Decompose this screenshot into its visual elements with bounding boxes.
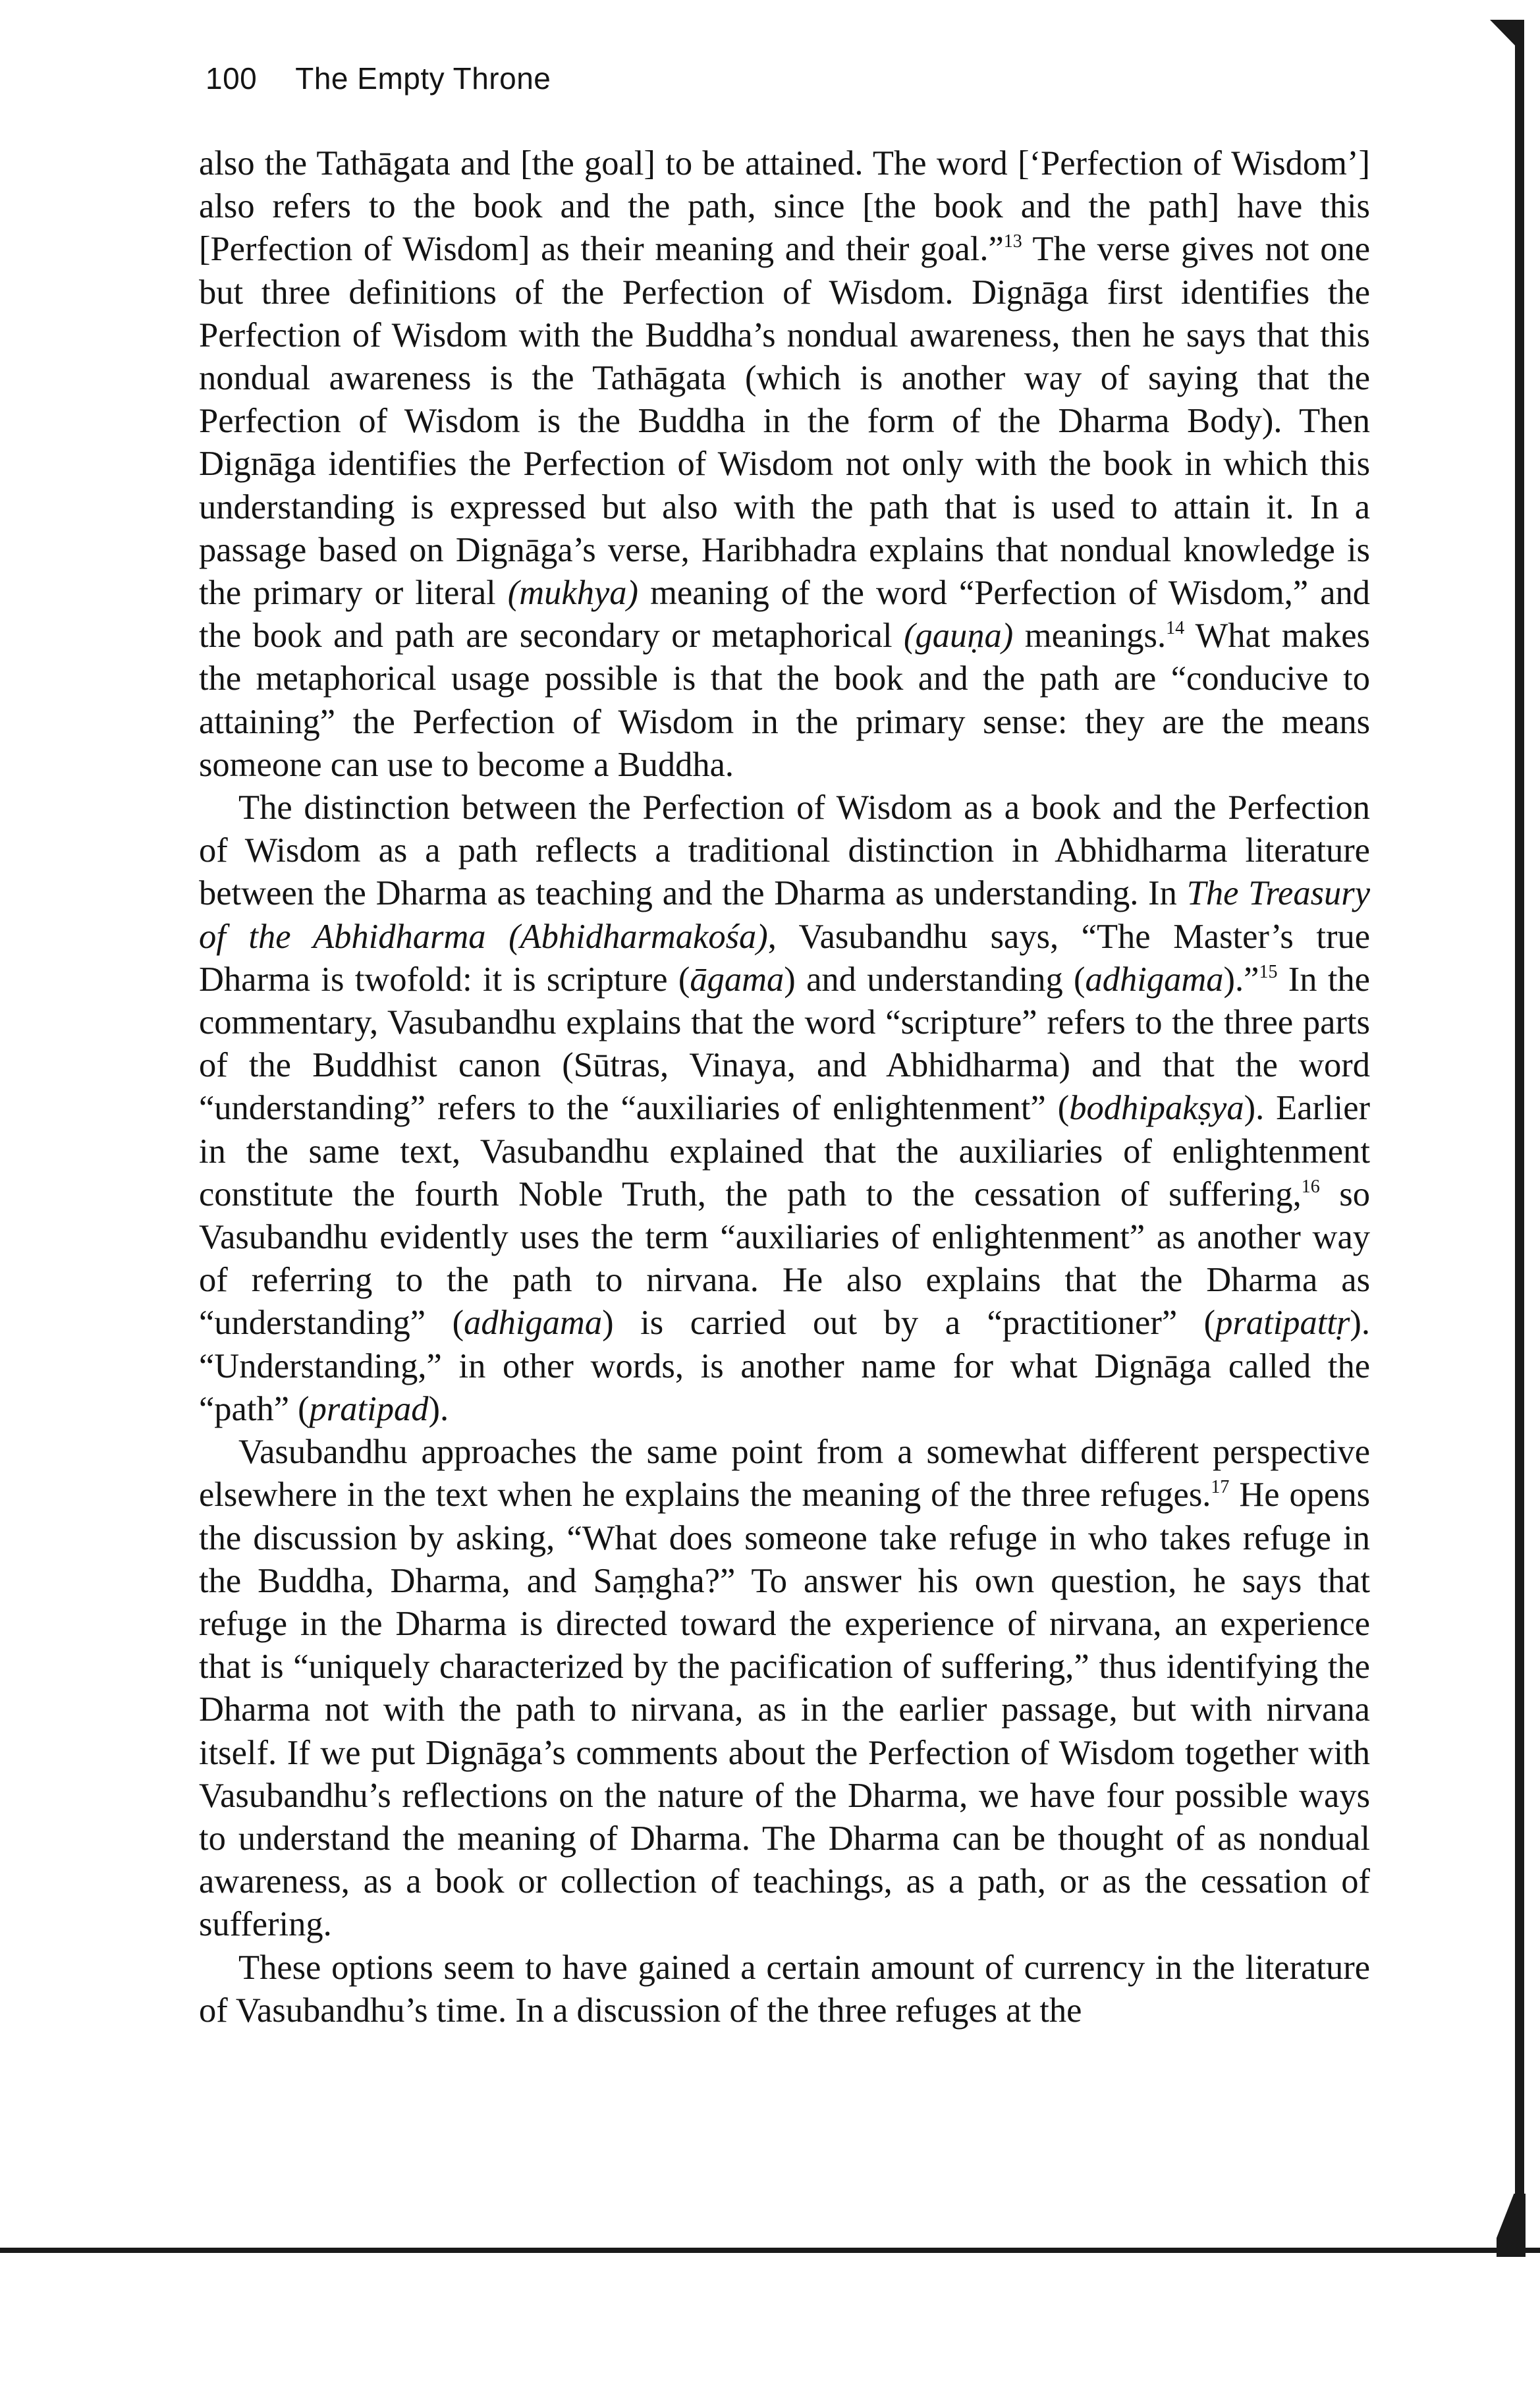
text-run: ).” [1223,960,1259,999]
footnote-ref: 14 [1166,618,1185,639]
text-run: ) is carried out by a “practitioner” ( [602,1304,1216,1343]
italic-term: (mukhya) [507,574,639,613]
italic-term: pratipattṛ [1215,1304,1350,1343]
binding-edge [1515,40,1524,2227]
text-run: ). “Understanding,” in other words, is another name for what Dignāga called the “path” ( [199,1304,1370,1428]
text-run: These options seem to have gained a certain amount of currency in the literature of Vasubandhu’s time. In a discussion of the three refuges at the [199,1948,1370,2030]
body-text [199,142,1370,2032]
paragraph [199,142,1370,787]
footnote-ref: 16 [1301,1176,1320,1197]
text-run: ) and understanding ( [784,960,1086,999]
text-run: also the Tathāgata and [the goal] to be attained. The word [‘Perfection of Wisdom’] also refers to the book and the path, since [the book and the path] have this [Perfection of Wisdom] as their meaning and their goal.” [199,144,1370,269]
page-number: 100 [206,61,258,96]
italic-term: āgama [690,960,784,999]
footnote-ref: 13 [1003,231,1022,252]
text-run: He opens the discussion by asking, “What does someone take refuge in who takes refuge in the Buddha, Dharma, and Saṃgha?” To answer his own question, he says that refuge in the Dharma is directed toward the experience of nirvana, an experience that is “uniquely characterized by the pacification of suffering,” thus identifying the Dharma not with the path to nirvana, as in the earlier passage, but with nirvana itself. If we put Dignāga’s comments about the Perfection of Wisdom together with Vasubandhu’s reflections on the nature of the Dharma, we have four possible ways to understand the meaning of Dharma. The Dharma can be thought of as nondual awareness, as a book or collection of teachings, as a path, or as the cessation of suffering. [199,1476,1371,1944]
text-run: The distinction between the Perfection of Wisdom as a book and the Perfection of Wisdom as a path reflects a traditional distinction in Abhidharma literature between the Dharma as teaching and the Dharma as understanding. In [199,789,1370,913]
italic-term: adhigama [1085,960,1224,999]
italic-term: bodhipakṣya [1069,1089,1244,1128]
italic-term: (gauṇa) [904,617,1014,655]
text-run: ). [428,1389,449,1428]
italic-term: The Treasury of the Abhidharma (Abhidharmakośa) [199,874,1370,956]
italic-term: pratipad [309,1389,429,1428]
text-run: ). Earlier in the same text, Vasubandhu explained that the auxiliaries of enlightenment constitute the fourth Noble Truth, the path to the cessation of suffering, [199,1089,1370,1213]
text-run: meanings. [1013,617,1167,655]
text-run: The verse gives not one but three definitions of the Perfection of Wisdom. Dignāga first identifies the Perfection of Wisdom with the Buddha’s nondual awareness, then he says that this nondual awareness is the Tathāgata (which is another way of saying that the Perfection of Wisdom is the Buddha in the form of the Dharma Body). Then Dignāga identifies the Perfection of Wisdom not only with the book in which this understanding is expressed but also with the path that is used to attain it. In a passage based on Dignāga’s verse, Haribhadra explains that nondual knowledge is the primary or literal [199,230,1370,613]
scan-edge-bottom [0,2248,1540,2253]
paragraph [199,1431,1370,1946]
text-run: What makes the metaphorical usage possible is that the book and the path are “conducive to attaining” the Perfection of Wisdom in the primary sense: they are the means someone can use to become a Buddha. [199,617,1370,784]
running-header [206,61,551,96]
text-run: so Vasubandhu evidently uses the term “auxiliaries of enlightenment” as another way of referring to the path to nirvana. He also explains that the Dharma as “understanding” ( [199,1175,1370,1343]
paragraph [199,787,1370,1431]
footnote-ref: 17 [1211,1477,1230,1498]
text-run: Vasubandhu approaches the same point from a somewhat different perspective elsewhere in the text when he explains the meaning of the three refuges. [199,1433,1370,1514]
italic-term: adhigama [464,1304,603,1343]
text-run: In the commentary, Vasubandhu explains that the word “scripture” refers to the three parts of the Buddhist canon (Sūtras, Vinaya, and Abhidharma) and that the word “understanding” refers to the “auxiliaries of enlightenment” ( [199,960,1370,1128]
text-run: , Vasubandhu says, “The Master’s true Dharma is twofold: it is scripture ( [199,917,1370,999]
paragraph [199,1947,1370,2032]
footnote-ref: 15 [1259,961,1278,982]
running-title: The Empty Throne [295,61,551,96]
text-run: meaning of the word “Perfection of Wisdom,” and the book and path are secondary or metaphorical [199,574,1370,655]
